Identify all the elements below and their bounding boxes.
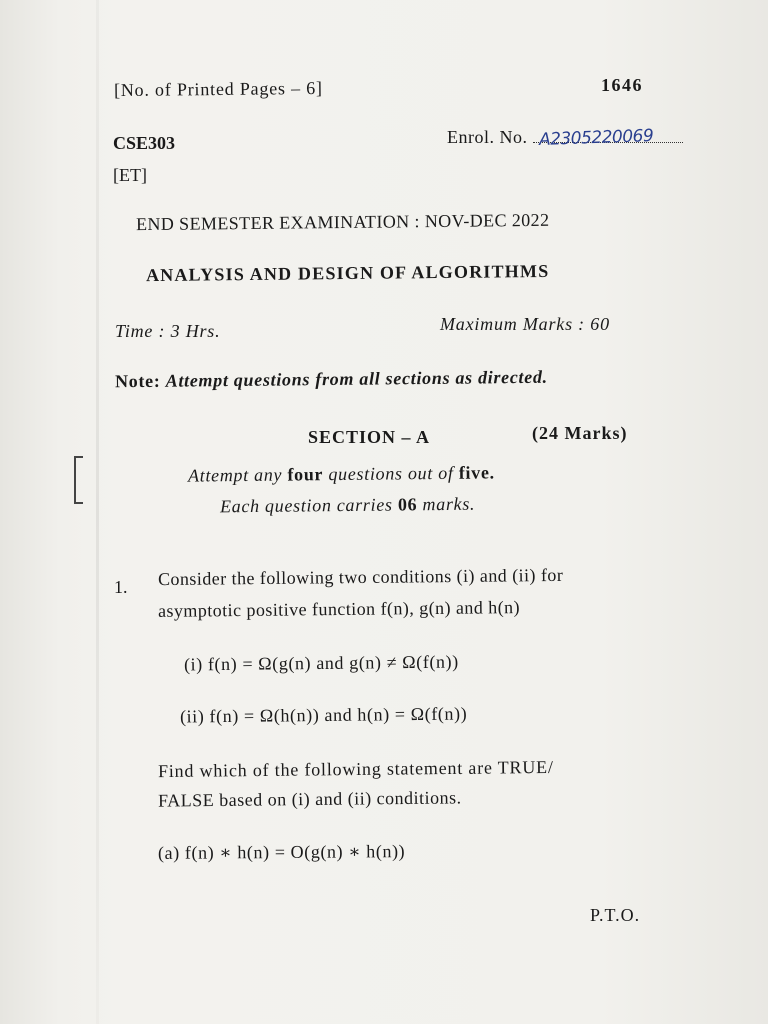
note-line [115, 368, 548, 391]
instr2-pre: Each question carries [219, 494, 393, 517]
exam-title: END SEMESTER EXAMINATION : NOV-DEC 2022 [135, 209, 550, 235]
instr1-bold-four: four [287, 464, 324, 485]
subject-title: ANALYSIS AND DESIGN OF ALGORITHMS [145, 260, 550, 286]
instr2-post: marks. [422, 493, 476, 515]
question-1-line-2: asymptotic positive function f(n), g(n) and h(n) [157, 597, 521, 621]
condition-ii: (ii) f(n) = Ω(h(n)) and h(n) = Ω(f(n)) [179, 703, 468, 727]
instr1-mid: questions out of [328, 462, 454, 485]
enrol-label: Enrol. No. [447, 127, 528, 147]
question-1-number: 1. [114, 577, 128, 597]
paper-fold-shadow [96, 0, 99, 1024]
printed-pages-label: [No. of Printed Pages – 6] [113, 77, 323, 101]
instr1-pre: Attempt any [187, 464, 283, 486]
instr2-bold-06: 06 [397, 494, 418, 515]
please-turn-over: P.T.O. [590, 905, 641, 925]
margin-bracket-mark [74, 456, 83, 504]
section-a-instruction-2 [220, 495, 475, 516]
enrol-number-handwritten: A2305220069 [538, 126, 654, 150]
enrol-number-field [447, 126, 683, 150]
note-label: Note: [114, 370, 161, 392]
question-1-line-1: Consider the following two conditions (i) and (ii) for [157, 564, 564, 590]
section-a-instruction-1 [188, 463, 495, 484]
question-1-find-line-2: FALSE based on (i) and (ii) conditions. [157, 787, 462, 811]
maximum-marks: Maximum Marks : 60 [440, 314, 610, 334]
note-text: Attempt questions from all sections as directed. [165, 366, 548, 391]
exam-duration: Time : 3 Hrs. [115, 321, 221, 341]
section-a-title: SECTION – A [308, 427, 431, 447]
instr1-bold-five: five. [458, 462, 495, 483]
condition-i: (i) f(n) = Ω(g(n) and g(n) ≠ Ω(f(n)) [183, 651, 459, 675]
enrol-number-line [533, 126, 683, 150]
paper-code: 1646 [601, 75, 643, 95]
question-1-find-line-1: Find which of the following statement are TRUE/ [157, 756, 554, 782]
option-a: (a) f(n) ∗ h(n) = O(g(n) ∗ h(n)) [157, 841, 406, 863]
course-code: CSE303 [113, 133, 176, 153]
section-a-marks: (24 Marks) [532, 423, 628, 443]
exam-tag: [ET] [113, 165, 147, 185]
